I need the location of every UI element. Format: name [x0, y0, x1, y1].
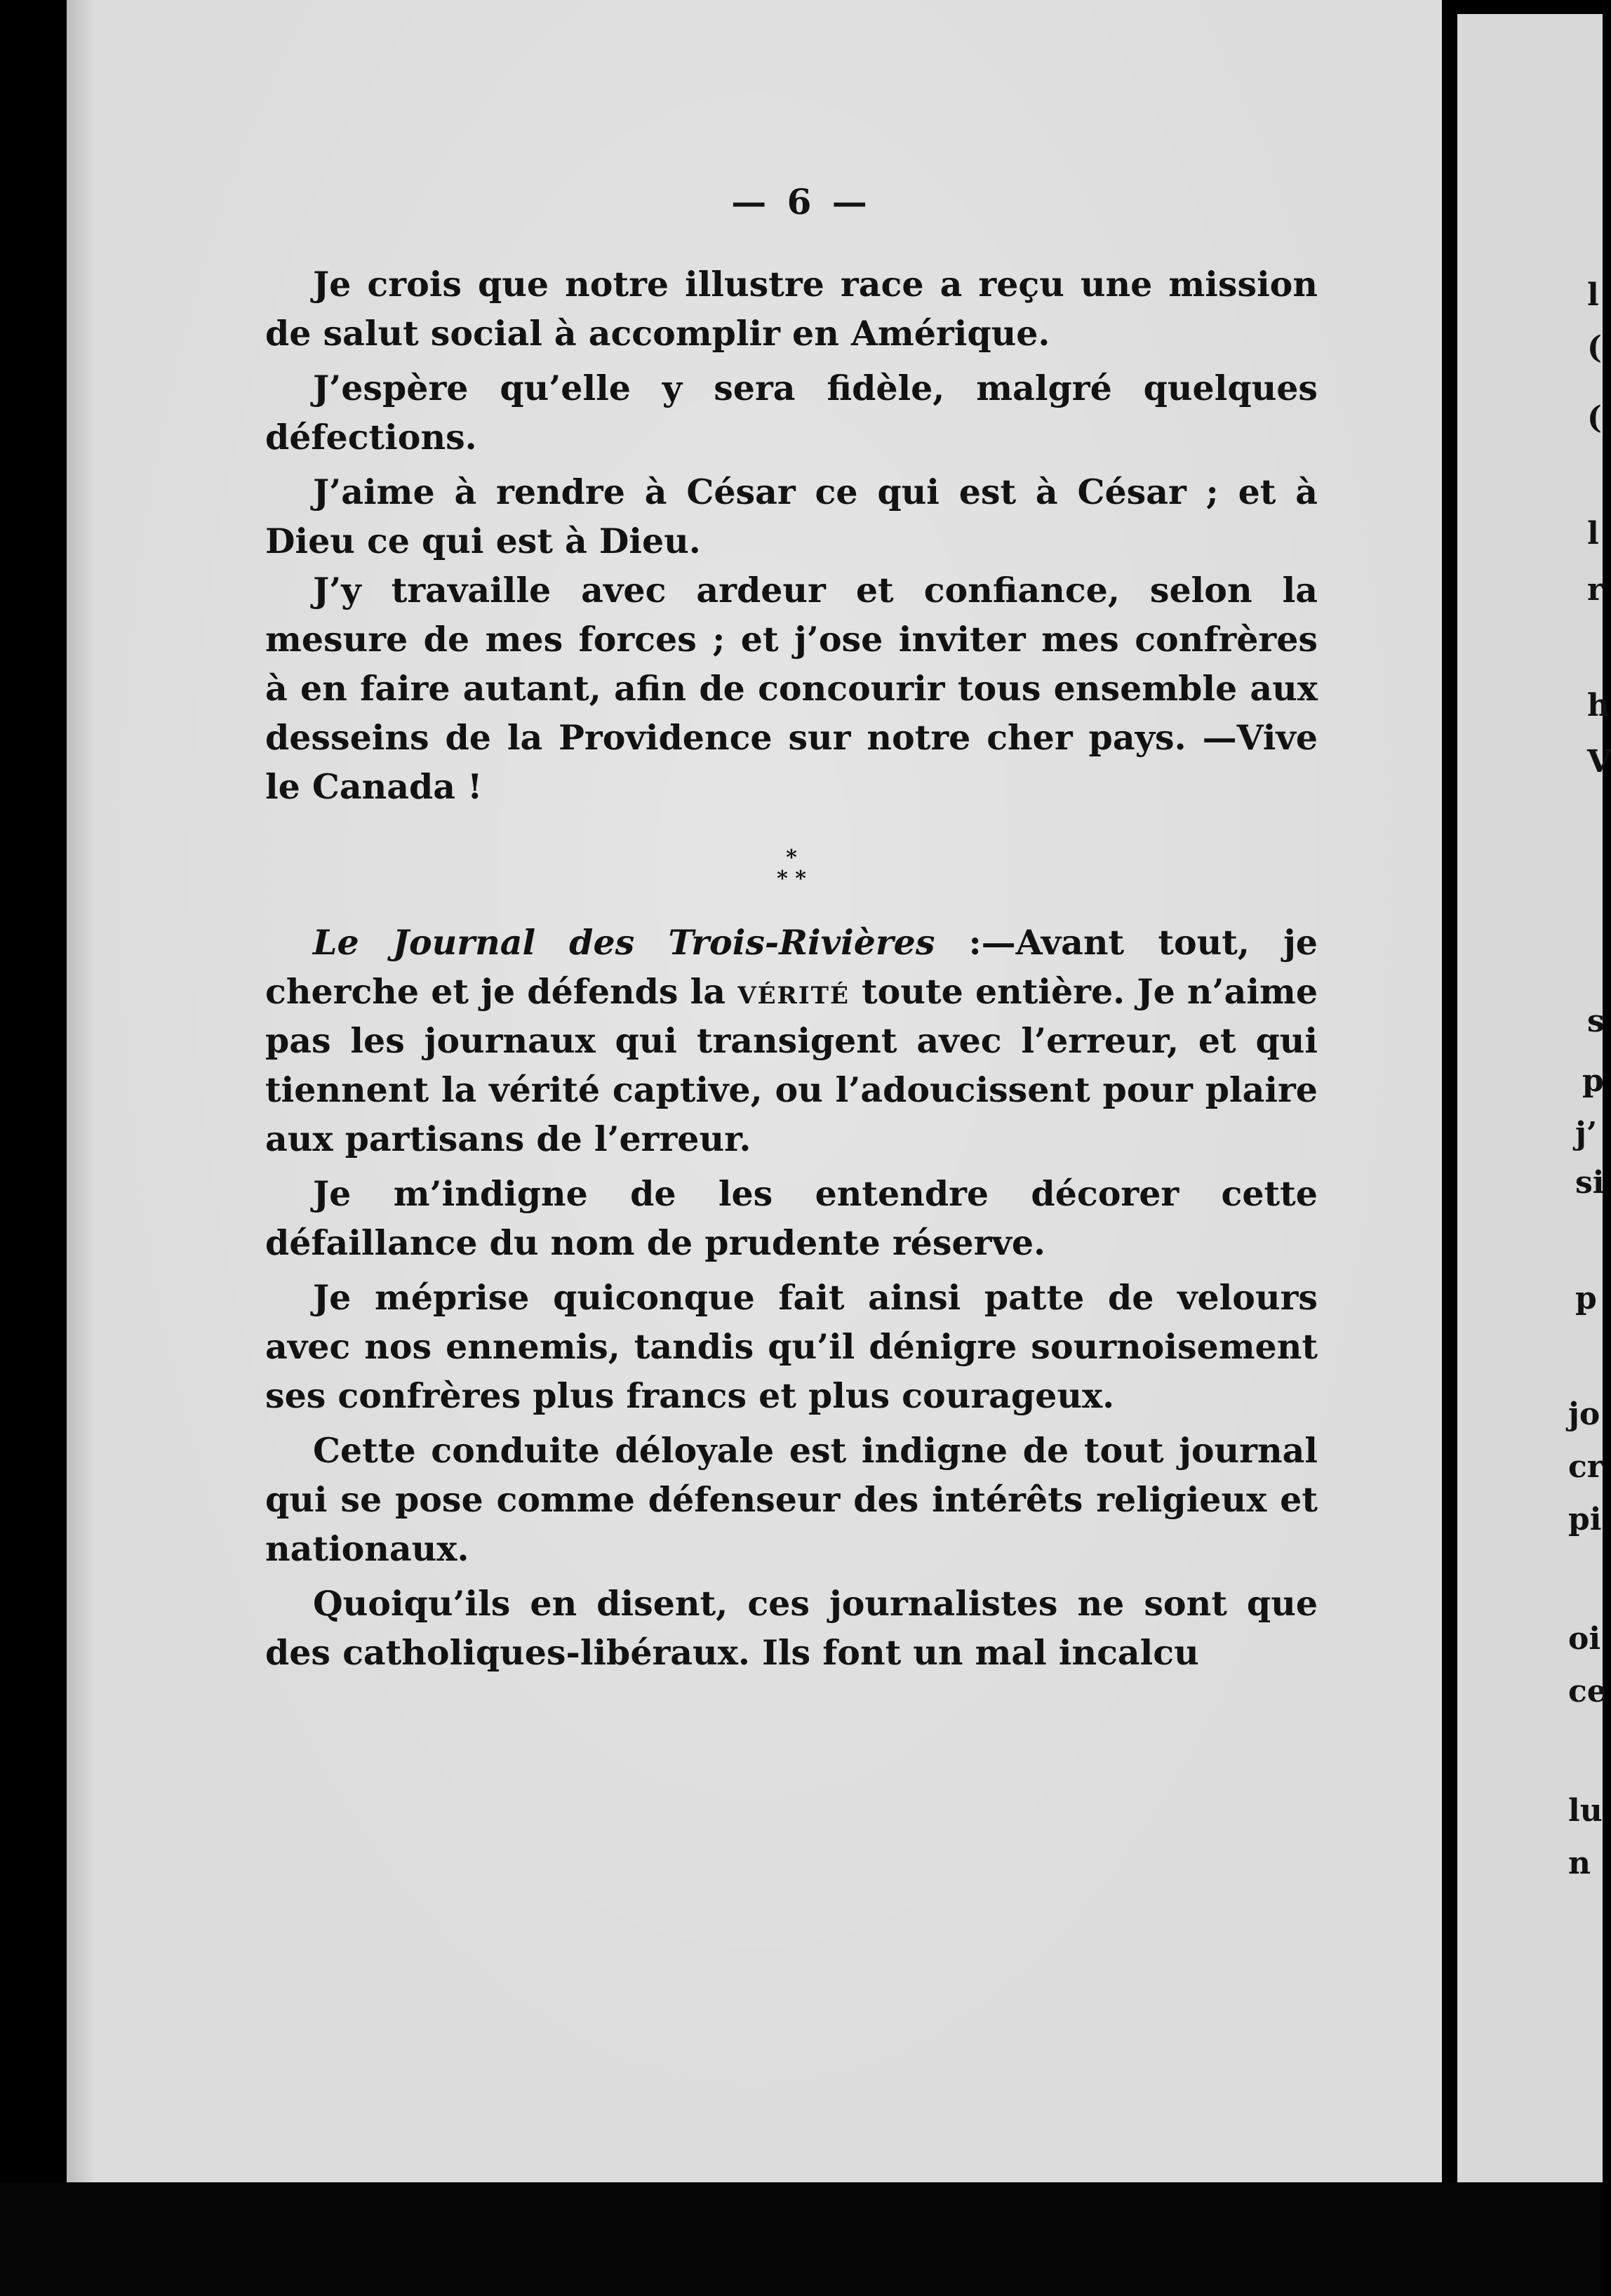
paragraph: Je crois que notre illustre race a reçu une mission de salut social à accomplir en Amérique. — [265, 264, 1318, 354]
paragraph: Cette conduite déloyale est indigne de tout journal qui se pose comme défenseur des intérêts religieux et nationaux. — [265, 1430, 1318, 1569]
facing-page-fragment: h — [1587, 688, 1610, 723]
paragraph-lead: :—Avant tout, je cherche et je défends la — [265, 922, 1318, 1012]
facing-page-fragment: jo — [1568, 1396, 1600, 1432]
facing-page — [1457, 14, 1603, 2296]
facing-page-fragment: ( — [1587, 400, 1602, 436]
paragraph: Quoiqu’ils en disent, ces journalistes ne sont que des catholiques-libéraux. Ils font un mal incalcu — [265, 1583, 1318, 1673]
paragraph: J’aime à rendre à César ce qui est à César ; et à Dieu ce qui est à Dieu. — [265, 472, 1318, 561]
asterism-bottom: * * — [777, 867, 806, 891]
facing-page-fragment: oi — [1568, 1621, 1601, 1657]
page-number: — 6 — — [731, 181, 871, 222]
facing-page-fragment: V — [1587, 744, 1611, 780]
verite-word: vérité — [737, 971, 850, 1012]
facing-page-fragment: n — [1568, 1846, 1591, 1881]
facing-page-fragment: lu — [1568, 1793, 1603, 1829]
facing-page-fragment: r — [1587, 572, 1604, 608]
facing-page-fragment: ( — [1587, 330, 1602, 366]
paragraph: Je m’indigne de les entendre décorer cette défaillance du nom de prudente réserve. — [265, 1173, 1318, 1263]
scan-background — [0, 2182, 1603, 2296]
facing-page-fragment: s — [1587, 1003, 1605, 1039]
facing-page-fragment: j’ — [1575, 1116, 1598, 1152]
book-gutter — [1442, 0, 1457, 2296]
facing-page-fragment: p — [1575, 1281, 1597, 1316]
paragraph: J’y travaille avec ardeur et confiance, selon la mesure de mes forces ; et j’ose inviter mes confrères à en faire autant, afin de concourir tous ensemble aux desseins de la Providence sur notre cher pays. —Vive le Canada ! — [265, 570, 1318, 807]
facing-page-fragment: ce — [1568, 1674, 1607, 1709]
facing-page-fragment: pi — [1568, 1502, 1602, 1537]
paragraph: J’espère qu’elle y sera fidèle, malgré quelques défections. — [265, 368, 1318, 458]
journal-name: Le Journal des Trois-Rivières — [313, 922, 935, 963]
facing-page-fragment: l — [1587, 516, 1599, 552]
journal-paragraph — [265, 918, 1318, 1163]
facing-page-fragment: l — [1587, 277, 1599, 313]
asterism-divider — [265, 848, 1318, 890]
page-text — [265, 260, 1318, 1677]
paragraph-rest: toute entière. Je n’aime pas les journaux qui transigent avec l’erreur, et qui tiennent la vérité captive, ou l’adoucissent pour plaire aux partisans de l’erreur. — [265, 971, 1318, 1159]
facing-page-fragment: cr — [1568, 1449, 1603, 1485]
asterism-top: * — [786, 846, 797, 870]
facing-page-fragment: si — [1575, 1165, 1605, 1201]
facing-page-fragment: p — [1582, 1063, 1604, 1099]
paragraph: Je méprise quiconque fait ainsi patte de velours avec nos ennemis, tandis qu’il dénigre sournoisement ses confrères plus francs et plus courageux. — [265, 1277, 1318, 1416]
page-shadow-edge — [67, 0, 95, 2182]
